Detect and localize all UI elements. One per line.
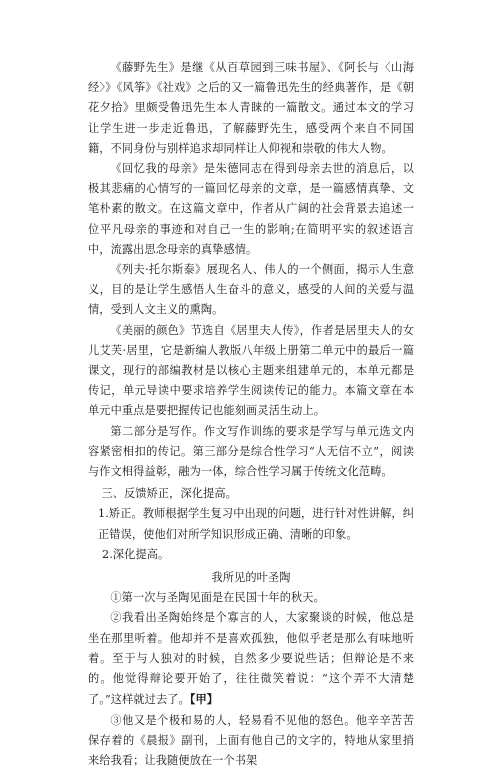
article-paragraph-3: ③他又是个极和易的人，轻易看不见他的怒色。他辛辛苦苦保存着的《晨报》副刊，上面有他自己的文字的，特地从家里捎来给我看；让我随便放在一个书架 [88,711,414,771]
article-title: 我所见的叶圣陶 [88,568,414,588]
article-paragraph-2-text: ②我看出圣陶始终是个寡言的人，大家聚谈的时候，他总是坐在那里听着。他却并不是喜欢孤独，他似乎老是那么有味地听着。至于与人独对的时候，自然多少要说些话；但辩论是不来的。他觉得辩论要开始了，往往微笑着说：“这个弄不大清楚了。”这样就过去了。 [88,611,414,706]
document-body [88,58,414,771]
section-heading-feedback: 三、反馈矫正，深化提高。 [88,484,414,504]
list-item-correction: 1.矫正。教师根据学生复习中出现的问题，进行针对性讲解，纠正错误，使他们对所学知识形成正确、清晰的印象。 [88,504,414,544]
marker-jia: 【甲】 [190,692,218,706]
paragraph-beautiful-color: 《美丽的颜色》节选自《居里夫人传》，作者是居里夫人的女儿艾芙·居里，它是新编人教版八年级上册第二单元中的最后一篇课文，现行的部编教材是以核心主题来组建单元的，本单元都是传记，单元导读中要求培养学生阅读传记的能力。本篇文章在本单元中重点是要把握传记也能刻画灵活生动上。 [88,321,414,422]
article-paragraph-2 [88,608,414,710]
paragraph-writing-part: 第二部分是写作。作文写作训练的要求是学写与单元选文内容紧密相扣的传记。第三部分是综合性学习“人无信不立”，阅读与作文相得益彰，融为一体，综合性学习属于传统文化范畴。 [88,422,414,483]
paragraph-tengye: 《藤野先生》是继《从百草园到三味书屋》、《阿长与〈山海经〉》《风筝》《社戏》之后的又一篇鲁迅先生的经典著作，是《朝花夕拾》里颇受鲁迅先生本人青睐的一篇散文。通过本文的学习让学生进一步走近鲁迅，了解藤野先生，感受两个来自不同国籍，不同身份与别样追求却同样让人仰视和崇敬的伟大人物。 [88,58,414,159]
list-item-deepen: 2.深化提高。 [88,545,414,565]
paragraph-tolstoy: 《列夫·托尔斯泰》展现名人、伟人的一个侧面，揭示人生意义，目的是让学生感悟人生奋斗的意义，感受的人间的关爱与温情，受到人文主义的熏陶。 [88,260,414,321]
paragraph-mother: 《回忆我的母亲》是朱德同志在得到母亲去世的消息后，以极其悲痛的心情写的一篇回忆母亲的文章，是一篇感情真挚、文笔朴素的散文。在这篇文章中，作者从广阔的社会背景去追述一位平凡母亲的事迹和对自己一生的影响;在简明平实的叙述语言中，流露出思念母亲的真挚感情。 [88,159,414,260]
article-paragraph-1: ①第一次与圣陶见面是在民国十年的秋天。 [88,588,414,608]
